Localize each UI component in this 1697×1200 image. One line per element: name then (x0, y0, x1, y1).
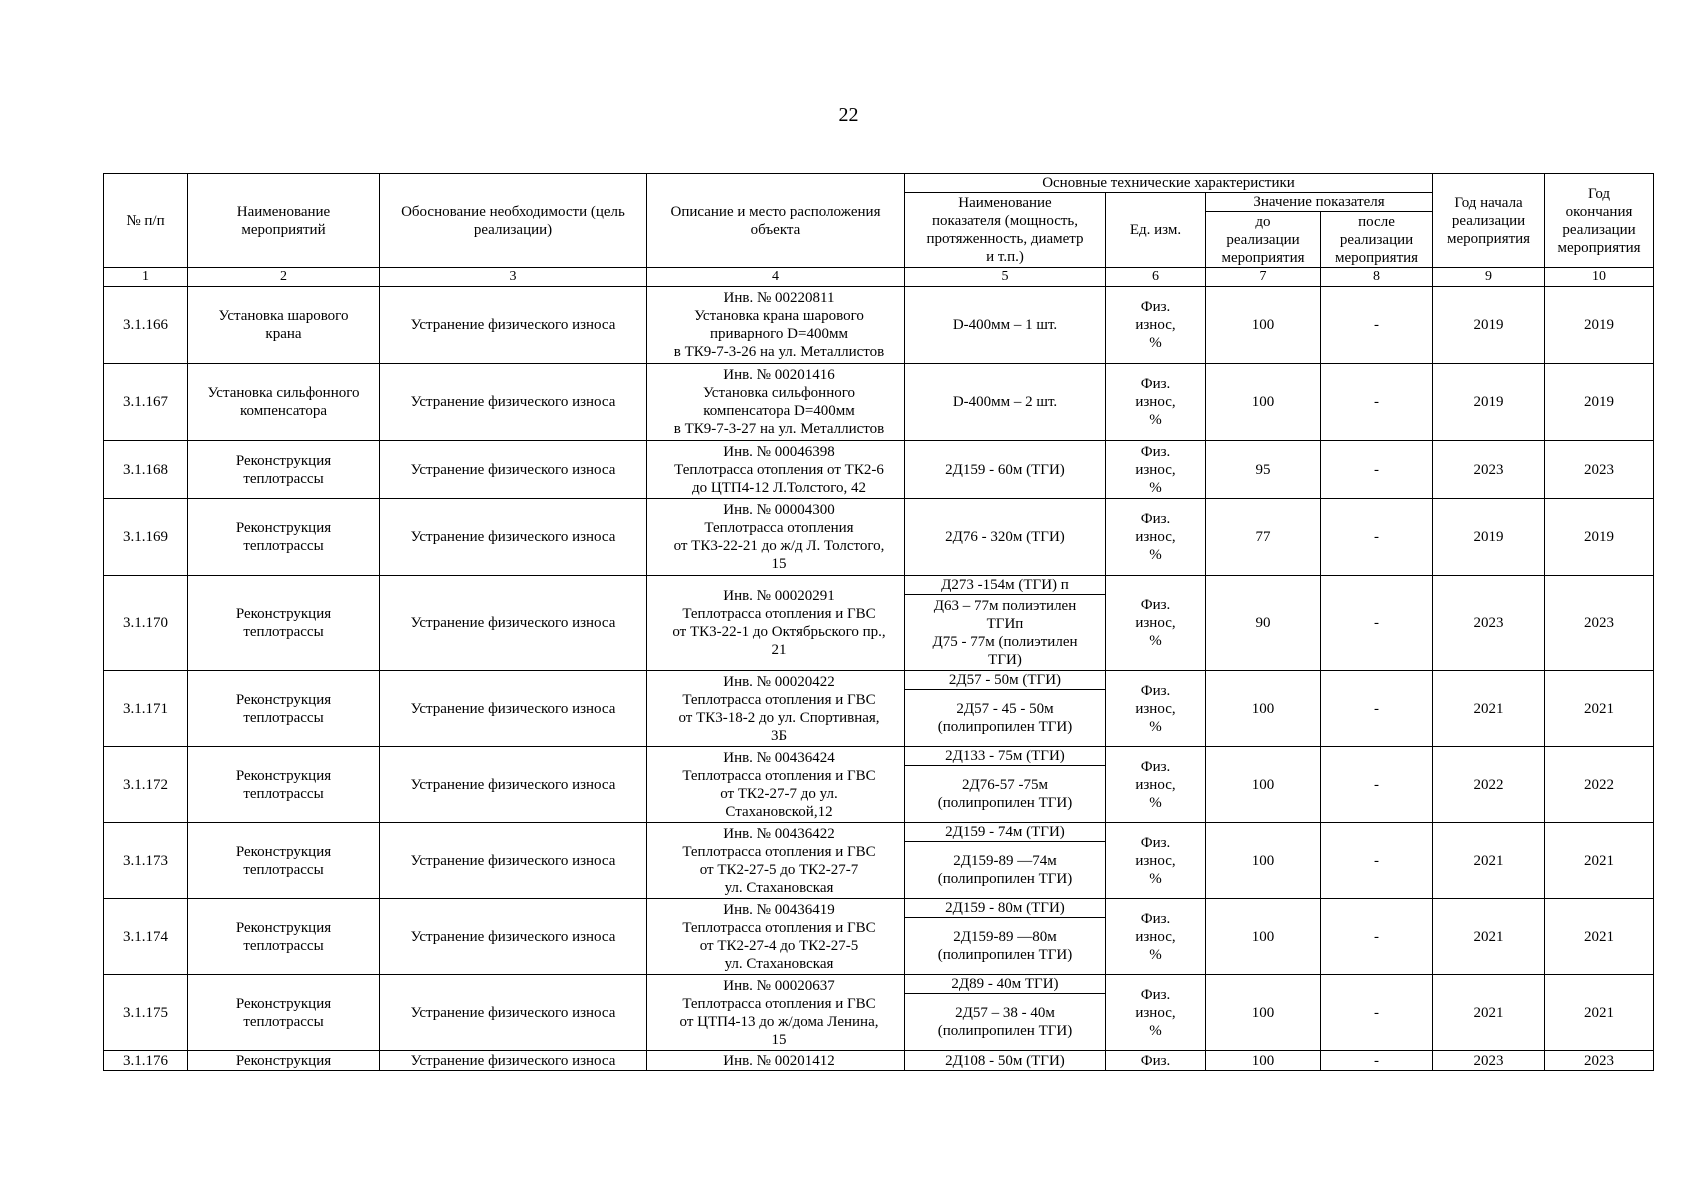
indicator-value: 2Д76-57 -75м (полипропилен ТГИ) (905, 765, 1105, 822)
value-after: - (1321, 441, 1433, 499)
year-start: 2021 (1433, 823, 1545, 899)
year-start: 2019 (1433, 499, 1545, 576)
object-description: Инв. № 00436422 Теплотрасса отопления и ГВС от ТК2-27-5 до ТК2-27-7 ул. Стахановская (647, 823, 905, 899)
year-start: 2019 (1433, 287, 1545, 364)
measure-reason: Устранение физического износа (380, 975, 647, 1051)
table-row (104, 975, 1654, 1051)
measure-reason: Устранение физического износа (380, 1051, 647, 1071)
measure-reason: Устранение физического износа (380, 671, 647, 747)
value-before: 90 (1206, 576, 1321, 671)
object-description: Инв. № 00436419 Теплотрасса отопления и ГВС от ТК2-27-4 до ТК2-27-5 ул. Стахановская (647, 899, 905, 975)
value-before: 100 (1206, 823, 1321, 899)
year-start: 2022 (1433, 747, 1545, 823)
table-row (104, 499, 1654, 576)
value-after: - (1321, 899, 1433, 975)
indicator-value: 2Д133 - 75м (ТГИ) (945, 748, 1065, 764)
row-number: 3.1.176 (104, 1051, 188, 1071)
value-after: - (1321, 576, 1433, 671)
indicator-cell (905, 1051, 1106, 1071)
header-year-end: Год окончания реализации мероприятия (1545, 174, 1654, 268)
page-number: 22 (838, 104, 859, 126)
measure-reason: Устранение физического износа (380, 499, 647, 576)
value-after: - (1321, 287, 1433, 364)
value-after: - (1321, 823, 1433, 899)
indicator-cell (905, 975, 1106, 1051)
object-description: Инв. № 00220811 Установка крана шарового приварного D=400мм в ТК9-7-3-26 на ул. Металлистов (647, 287, 905, 364)
header-indicator-name: Наименование показателя (мощность, протяженность, диаметр и т.п.) (905, 193, 1106, 268)
column-number-row (104, 268, 1654, 287)
year-start: 2021 (1433, 975, 1545, 1051)
measure-reason: Устранение физического износа (380, 576, 647, 671)
year-end: 2023 (1545, 1051, 1654, 1071)
indicator-value: 2Д89 - 40м ТГИ) (951, 976, 1059, 992)
measure-name: Реконструкция теплотрассы (188, 747, 380, 823)
year-end: 2021 (1545, 975, 1654, 1051)
measure-reason: Устранение физического износа (380, 747, 647, 823)
column-number: 3 (380, 268, 647, 287)
row-number: 3.1.175 (104, 975, 188, 1051)
measure-name: Реконструкция теплотрассы (188, 899, 380, 975)
indicator-value: 2Д159 - 80м (ТГИ) (945, 900, 1065, 916)
object-description: Инв. № 00020637 Теплотрасса отопления и ГВС от ЦТП4-13 до ж/дома Ленина, 15 (647, 975, 905, 1051)
indicator-value: 2Д57 - 45 - 50м (полипропилен ТГИ) (905, 689, 1105, 746)
measure-reason: Устранение физического износа (380, 364, 647, 441)
indicator-cell (905, 899, 1106, 975)
year-start: 2023 (1433, 1051, 1545, 1071)
column-number: 10 (1545, 268, 1654, 287)
year-start: 2023 (1433, 441, 1545, 499)
header-before: до реализации мероприятия (1206, 212, 1321, 268)
header-value-group: Значение показателя (1206, 193, 1433, 212)
header-reason: Обоснование необходимости (цель реализации) (380, 174, 647, 268)
row-number: 3.1.170 (104, 576, 188, 671)
unit: Физ. износ, % (1106, 364, 1206, 441)
measure-name: Реконструкция (188, 1051, 380, 1071)
year-end: 2022 (1545, 747, 1654, 823)
table-row (104, 1051, 1654, 1071)
row-number: 3.1.167 (104, 364, 188, 441)
header-after: после реализации мероприятия (1321, 212, 1433, 268)
header-num: № п/п (104, 174, 188, 268)
unit: Физ. износ, % (1106, 823, 1206, 899)
value-after: - (1321, 499, 1433, 576)
measure-name: Реконструкция теплотрассы (188, 441, 380, 499)
table-row (104, 671, 1654, 747)
indicator-value: 2Д57 - 50м (ТГИ) (948, 672, 1062, 688)
measure-name: Реконструкция теплотрассы (188, 576, 380, 671)
indicator-value: 2Д159 - 74м (ТГИ) (945, 824, 1065, 840)
year-end: 2021 (1545, 671, 1654, 747)
value-before: 100 (1206, 975, 1321, 1051)
value-after: - (1321, 671, 1433, 747)
row-number: 3.1.173 (104, 823, 188, 899)
value-after: - (1321, 975, 1433, 1051)
table-row (104, 899, 1654, 975)
column-number: 4 (647, 268, 905, 287)
measure-name: Установка шарового крана (188, 287, 380, 364)
header-description: Описание и место расположения объекта (647, 174, 905, 268)
year-end: 2021 (1545, 823, 1654, 899)
indicator-cell (905, 499, 1106, 576)
year-end: 2019 (1545, 287, 1654, 364)
measure-reason: Устранение физического износа (380, 287, 647, 364)
indicator-cell (905, 747, 1106, 823)
year-end: 2019 (1545, 499, 1654, 576)
unit: Физ. износ, % (1106, 899, 1206, 975)
object-description: Инв. № 00436424 Теплотрасса отопления и ГВС от ТК2-27-7 до ул. Стахановской,12 (647, 747, 905, 823)
unit: Физ. износ, % (1106, 975, 1206, 1051)
measures-table (103, 173, 1654, 1071)
measure-name: Реконструкция теплотрассы (188, 823, 380, 899)
row-number: 3.1.166 (104, 287, 188, 364)
column-number: 5 (905, 268, 1106, 287)
year-end: 2023 (1545, 576, 1654, 671)
indicator-value: 2Д57 – 38 - 40м (полипропилен ТГИ) (905, 993, 1105, 1050)
row-number: 3.1.169 (104, 499, 188, 576)
value-after: - (1321, 1051, 1433, 1071)
year-start: 2019 (1433, 364, 1545, 441)
header-year-start: Год начала реализации мероприятия (1433, 174, 1545, 268)
table-body (104, 287, 1654, 1071)
measure-reason: Устранение физического износа (380, 899, 647, 975)
object-description: Инв. № 00201412 (647, 1051, 905, 1071)
indicator-value: 2Д76 - 320м (ТГИ) (945, 529, 1065, 545)
value-before: 77 (1206, 499, 1321, 576)
value-after: - (1321, 364, 1433, 441)
indicator-cell (905, 441, 1106, 499)
indicator-cell (905, 823, 1106, 899)
row-number: 3.1.172 (104, 747, 188, 823)
table-header (104, 174, 1654, 287)
year-end: 2023 (1545, 441, 1654, 499)
measure-name: Установка сильфонного компенсатора (188, 364, 380, 441)
unit: Физ. износ, % (1106, 499, 1206, 576)
year-start: 2021 (1433, 899, 1545, 975)
row-number: 3.1.174 (104, 899, 188, 975)
table-row (104, 747, 1654, 823)
column-number: 9 (1433, 268, 1545, 287)
year-end: 2019 (1545, 364, 1654, 441)
row-number: 3.1.171 (104, 671, 188, 747)
column-number: 1 (104, 268, 188, 287)
value-before: 100 (1206, 1051, 1321, 1071)
indicator-value: Д63 – 77м полиэтилен ТГИп Д75 - 77м (полиэтилен ТГИ) (905, 594, 1105, 670)
table-row (104, 364, 1654, 441)
unit: Физ. износ, % (1106, 747, 1206, 823)
indicator-value: 2Д159-89 —80м (полипропилен ТГИ) (905, 917, 1105, 974)
indicator-value: D-400мм – 1 шт. (952, 317, 1058, 333)
column-number: 6 (1106, 268, 1206, 287)
column-number: 2 (188, 268, 380, 287)
unit: Физ. (1106, 1051, 1206, 1071)
column-number: 7 (1206, 268, 1321, 287)
header-name: Наименование мероприятий (188, 174, 380, 268)
measure-reason: Устранение физического износа (380, 441, 647, 499)
indicator-cell (905, 287, 1106, 364)
value-before: 100 (1206, 899, 1321, 975)
year-start: 2023 (1433, 576, 1545, 671)
year-end: 2021 (1545, 899, 1654, 975)
indicator-cell (905, 671, 1106, 747)
indicator-value: 2Д159 - 60м (ТГИ) (945, 461, 1065, 478)
value-before: 100 (1206, 364, 1321, 441)
indicator-value: 2Д159-89 —74м (полипропилен ТГИ) (905, 841, 1105, 898)
indicator-value: Д273 -154м (ТГИ) п (941, 577, 1069, 593)
column-number: 8 (1321, 268, 1433, 287)
measure-name: Реконструкция теплотрассы (188, 499, 380, 576)
indicator-value: 2Д108 - 50м (ТГИ) (945, 1052, 1065, 1069)
value-before: 95 (1206, 441, 1321, 499)
value-before: 100 (1206, 287, 1321, 364)
object-description: Инв. № 00020291 Теплотрасса отопления и ГВС от ТК3-22-1 до Октябрьского пр., 21 (647, 576, 905, 671)
indicator-cell (905, 576, 1106, 671)
object-description: Инв. № 00201416 Установка сильфонного компенсатора D=400мм в ТК9-7-3-27 на ул. Металлистов (647, 364, 905, 441)
table-row (104, 287, 1654, 364)
unit: Физ. износ, % (1106, 287, 1206, 364)
indicator-cell (905, 364, 1106, 441)
unit: Физ. износ, % (1106, 441, 1206, 499)
row-number: 3.1.168 (104, 441, 188, 499)
year-start: 2021 (1433, 671, 1545, 747)
table-row (104, 441, 1654, 499)
object-description: Инв. № 00004300 Теплотрасса отопления от ТК3-22-21 до ж/д Л. Толстого, 15 (647, 499, 905, 576)
value-after: - (1321, 747, 1433, 823)
value-before: 100 (1206, 747, 1321, 823)
header-main-tech: Основные технические характеристики (905, 174, 1433, 193)
unit: Физ. износ, % (1106, 576, 1206, 671)
object-description: Инв. № 00046398 Теплотрасса отопления от ТК2-6 до ЦТП4-12 Л.Толстого, 42 (647, 441, 905, 499)
header-unit: Ед. изм. (1106, 193, 1206, 268)
indicator-value: D-400мм – 2 шт. (952, 394, 1058, 410)
measure-name: Реконструкция теплотрассы (188, 671, 380, 747)
table-row (104, 823, 1654, 899)
measure-name: Реконструкция теплотрассы (188, 975, 380, 1051)
value-before: 100 (1206, 671, 1321, 747)
measure-reason: Устранение физического износа (380, 823, 647, 899)
object-description: Инв. № 00020422 Теплотрасса отопления и ГВС от ТК3-18-2 до ул. Спортивная, 3Б (647, 671, 905, 747)
unit: Физ. износ, % (1106, 671, 1206, 747)
table-row (104, 576, 1654, 671)
